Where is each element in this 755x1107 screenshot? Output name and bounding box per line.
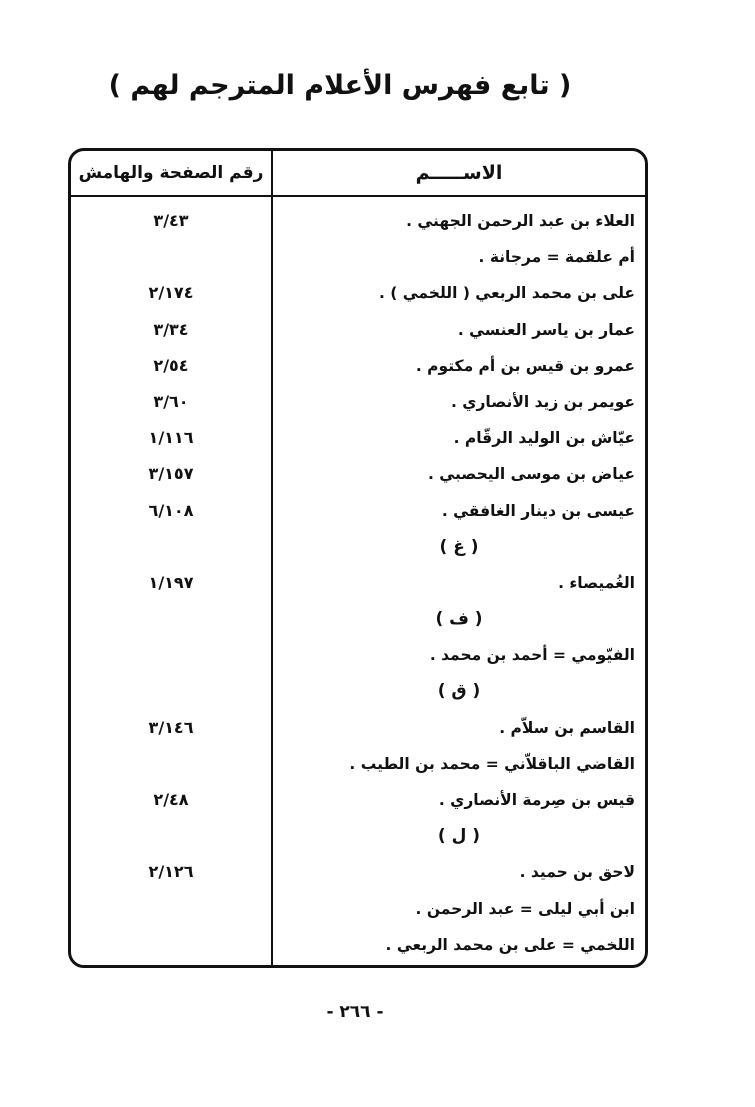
index-table [68, 148, 648, 968]
entry-name: القاسم بن سلاّم . [499, 718, 635, 737]
page-number: - ٢٦٦ - [326, 1002, 384, 1022]
table-row [71, 312, 645, 348]
table-row [71, 348, 645, 384]
table-row [71, 384, 645, 420]
entry-page-ref [71, 891, 271, 927]
entry-page-ref: ٣/٦٠ [153, 391, 189, 411]
section-letter: ( ل ) [437, 826, 481, 847]
section-letter-row [71, 529, 645, 565]
header-divider [71, 195, 645, 197]
entry-page-ref [71, 818, 271, 854]
index-rows [71, 203, 645, 963]
entry-name: الغُميصاء . [558, 573, 635, 592]
table-row [71, 927, 645, 963]
entry-page-ref: ٣/٣٤ [153, 319, 189, 339]
entry-page-ref: ٦/١٠٨ [148, 500, 194, 520]
entry-page-ref: ٢/٤٨ [153, 790, 189, 809]
entry-page-ref [71, 673, 271, 709]
header-page-ref: رقم الصفحة والهامش [78, 163, 264, 183]
entry-name: عيّاش بن الوليد الرقّام . [453, 429, 635, 448]
entry-page-ref [71, 637, 271, 673]
entry-name: عيسى بن دينار الغافقي . [441, 501, 635, 520]
table-row [71, 710, 645, 746]
page-title: ( تابع فهرس الأعلام المترجم لهم ) [108, 70, 572, 101]
entry-page-ref [71, 601, 271, 637]
entry-page-ref [71, 239, 271, 275]
entry-page-ref [71, 529, 271, 565]
entry-name: الفيّومي = أحمد بن محمد . [429, 646, 635, 665]
section-letter-row [71, 818, 645, 854]
entry-page-ref [71, 746, 271, 782]
entry-name: العلاء بن عبد الرحمن الجهني . [406, 212, 635, 230]
header-name: الاســـــم [415, 162, 503, 184]
entry-name: عياض بن موسى اليحصبي . [428, 465, 635, 484]
table-row [71, 746, 645, 782]
entry-name: أم علقمة = مرجانة . [478, 248, 635, 267]
entry-name: عويمر بن زيد الأنصاري . [451, 392, 635, 411]
entry-page-ref: ٣/١٤٦ [148, 717, 194, 737]
section-letter-row [71, 601, 645, 637]
section-letter: ( ق ) [437, 681, 481, 702]
entry-name: على بن محمد الربعي ( اللخمي ) . [378, 284, 635, 303]
section-letter-row [71, 673, 645, 709]
table-row [71, 854, 645, 890]
table-row [71, 239, 645, 275]
table-row [71, 782, 645, 818]
entry-page-ref: ٣/٤٣ [153, 211, 189, 230]
entry-name: ابن أبي ليلى = عبد الرحمن . [415, 899, 635, 918]
table-row [71, 275, 645, 311]
table-row [71, 456, 645, 492]
entry-name: قيس بن صِرمة الأنصاري . [438, 791, 635, 809]
entry-page-ref: ٢/٥٤ [153, 355, 189, 375]
table-row [71, 493, 645, 529]
section-letter: ( ف ) [435, 609, 483, 630]
entry-page-ref [71, 927, 271, 963]
entry-page-ref: ١/١٩٧ [148, 572, 194, 592]
entry-name: لاحق بن حميد . [519, 863, 635, 882]
entry-page-ref: ٣/١٥٧ [148, 464, 194, 484]
table-row [71, 203, 645, 239]
entry-name: اللخمي = على بن محمد الربعي . [385, 935, 635, 954]
table-row [71, 420, 645, 456]
table-row [71, 891, 645, 927]
entry-page-ref: ٢/١٢٦ [148, 862, 194, 882]
entry-name: عمرو بن قيس بن أم مكتوم . [415, 356, 635, 375]
entry-page-ref: ٢/١٧٤ [148, 283, 194, 303]
section-letter: ( غ ) [439, 536, 479, 557]
table-row [71, 637, 645, 673]
entry-name: القاضي الباقلاّني = محمد بن الطيب . [349, 754, 635, 773]
entry-name: عمار بن ياسر العنسي . [457, 320, 635, 339]
entry-page-ref: ١/١١٦ [148, 428, 194, 448]
table-row [71, 565, 645, 601]
